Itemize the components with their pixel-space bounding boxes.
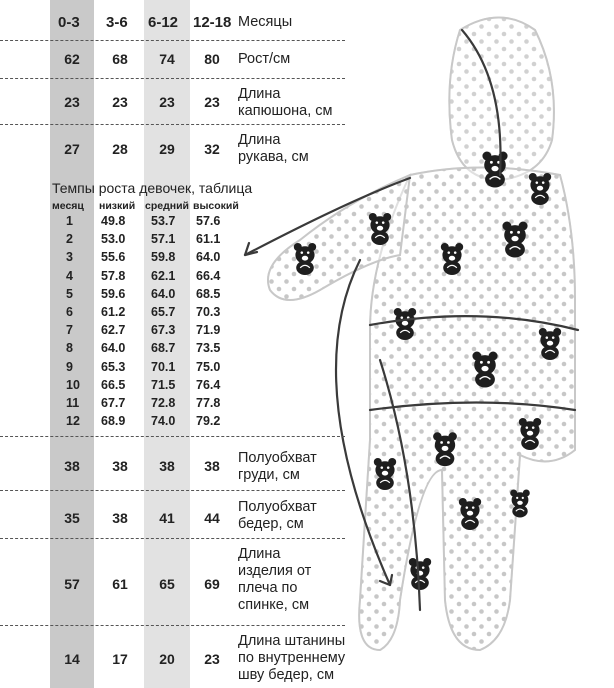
row-height-label: Рост/см bbox=[238, 51, 291, 67]
growth-cell-mid: 71.5 bbox=[151, 377, 176, 392]
size-header-12-18: 12-18 bbox=[193, 14, 232, 31]
growth-cell-high: 73.5 bbox=[196, 341, 221, 356]
growth-cell-low: 67.7 bbox=[101, 396, 126, 410]
row-chest-value: 38 bbox=[112, 458, 128, 474]
growth-cell-month: 8 bbox=[66, 341, 73, 356]
row-sleeve-value: 27 bbox=[64, 141, 80, 157]
growth-cell-low: 49.8 bbox=[101, 214, 126, 228]
growth-cell-low: 68.9 bbox=[101, 414, 126, 429]
row-length-value: 69 bbox=[204, 576, 220, 592]
growth-cell-high: 68.5 bbox=[196, 286, 221, 301]
growth-cell-high: 57.6 bbox=[196, 214, 221, 228]
growth-cell-low: 59.6 bbox=[101, 286, 126, 301]
growth-cell-month: 11 bbox=[66, 396, 80, 410]
growth-cell-mid: 59.8 bbox=[151, 250, 176, 265]
row-hood-value: 23 bbox=[64, 94, 80, 110]
divider bbox=[0, 538, 345, 539]
growth-cell-low: 65.3 bbox=[101, 359, 126, 374]
growth-cell-month: 12 bbox=[66, 414, 80, 429]
growth-cell-low: 64.0 bbox=[101, 341, 126, 356]
growth-header-month: месяц bbox=[52, 200, 84, 212]
row-hips-value: 38 bbox=[112, 510, 128, 526]
row-chest-value: 38 bbox=[204, 458, 220, 474]
row-inseam-value: 20 bbox=[159, 651, 175, 667]
growth-cell-mid: 65.7 bbox=[151, 305, 176, 319]
growth-cell-month: 4 bbox=[66, 268, 73, 283]
growth-cell-mid: 70.1 bbox=[151, 359, 176, 374]
growth-cell-high: 77.8 bbox=[196, 396, 221, 410]
divider bbox=[0, 436, 345, 437]
growth-cell-month: 7 bbox=[66, 323, 73, 338]
growth-cell-low: 66.5 bbox=[101, 377, 126, 392]
growth-header-high: высокий bbox=[193, 200, 239, 212]
divider bbox=[0, 490, 345, 491]
growth-cell-mid: 57.1 bbox=[151, 232, 176, 247]
growth-cell-month: 3 bbox=[66, 250, 73, 265]
row-inseam-label: Длина штанины по внутреннему шву бедер, см bbox=[238, 633, 346, 683]
row-chest-value: 38 bbox=[159, 458, 175, 474]
growth-cell-month: 9 bbox=[66, 359, 73, 374]
growth-cell-month: 2 bbox=[66, 232, 73, 247]
row-hips-value: 41 bbox=[159, 510, 175, 526]
growth-table-title: Темпы роста девочек, таблица bbox=[52, 180, 253, 196]
row-sleeve-value: 32 bbox=[204, 141, 220, 157]
row-inseam-value: 23 bbox=[204, 651, 220, 667]
growth-cell-mid: 53.7 bbox=[151, 214, 176, 228]
growth-cell-high: 61.1 bbox=[196, 232, 221, 247]
growth-cell-high: 75.0 bbox=[196, 359, 221, 374]
growth-cell-low: 61.2 bbox=[101, 305, 126, 319]
growth-cell-high: 66.4 bbox=[196, 268, 221, 283]
growth-cell-month: 1 bbox=[66, 214, 73, 228]
row-hood-value: 23 bbox=[159, 94, 175, 110]
growth-cell-high: 71.9 bbox=[196, 323, 221, 338]
growth-header-mid: средний bbox=[145, 200, 190, 212]
growth-cell-month: 10 bbox=[66, 377, 80, 392]
row-hood-value: 23 bbox=[204, 94, 220, 110]
row-height-value: 80 bbox=[204, 51, 220, 67]
row-hips-value: 35 bbox=[64, 510, 80, 526]
growth-cell-high: 64.0 bbox=[196, 250, 221, 265]
growth-cell-mid: 68.7 bbox=[151, 341, 176, 356]
row-hood-value: 23 bbox=[112, 94, 128, 110]
size-header-3-6: 3-6 bbox=[106, 14, 128, 31]
divider bbox=[0, 625, 345, 626]
row-height-value: 62 bbox=[64, 51, 80, 67]
growth-cell-low: 62.7 bbox=[101, 323, 126, 338]
row-length-label: Длина изделия от плеча по спинке, см bbox=[238, 546, 312, 613]
row-height-value: 68 bbox=[112, 51, 128, 67]
growth-cell-mid: 72.8 bbox=[151, 396, 176, 410]
row-height-value: 74 bbox=[159, 51, 175, 67]
row-sleeve-value: 29 bbox=[159, 141, 175, 157]
growth-header-low: низкий bbox=[99, 200, 136, 212]
row-chest-value: 38 bbox=[64, 458, 80, 474]
row-inseam-value: 14 bbox=[64, 651, 80, 667]
growth-cell-mid: 67.3 bbox=[151, 323, 176, 338]
growth-cell-month: 6 bbox=[66, 305, 73, 319]
growth-cell-mid: 64.0 bbox=[151, 286, 176, 301]
row-hips-value: 44 bbox=[204, 510, 220, 526]
row-sleeve-value: 28 bbox=[112, 141, 128, 157]
size-header-6-12: 6-12 bbox=[148, 14, 179, 31]
row-length-value: 61 bbox=[112, 576, 128, 592]
growth-cell-mid: 74.0 bbox=[151, 414, 176, 429]
divider bbox=[0, 124, 345, 125]
growth-cell-high: 70.3 bbox=[196, 305, 221, 319]
row-hood-label: Длина капюшона, см bbox=[238, 86, 333, 119]
row-length-value: 65 bbox=[159, 576, 175, 592]
growth-cell-low: 57.8 bbox=[101, 268, 126, 283]
growth-cell-high: 76.4 bbox=[196, 377, 221, 392]
growth-cell-high: 79.2 bbox=[196, 414, 221, 429]
row-inseam-value: 17 bbox=[112, 651, 128, 667]
growth-cell-mid: 62.1 bbox=[151, 268, 176, 283]
size-header-0-3: 0-3 bbox=[58, 14, 80, 31]
divider bbox=[0, 78, 345, 79]
growth-cell-low: 53.0 bbox=[101, 232, 126, 247]
divider bbox=[0, 40, 345, 41]
row-sleeve-label: Длина рукава, см bbox=[238, 132, 309, 165]
header-label-months: Месяцы bbox=[238, 14, 293, 30]
growth-cell-low: 55.6 bbox=[101, 250, 126, 265]
growth-cell-month: 5 bbox=[66, 286, 73, 301]
row-chest-label: Полуобхват груди, см bbox=[238, 450, 317, 483]
row-length-value: 57 bbox=[64, 576, 80, 592]
row-hips-label: Полуобхват бедер, см bbox=[238, 499, 317, 532]
